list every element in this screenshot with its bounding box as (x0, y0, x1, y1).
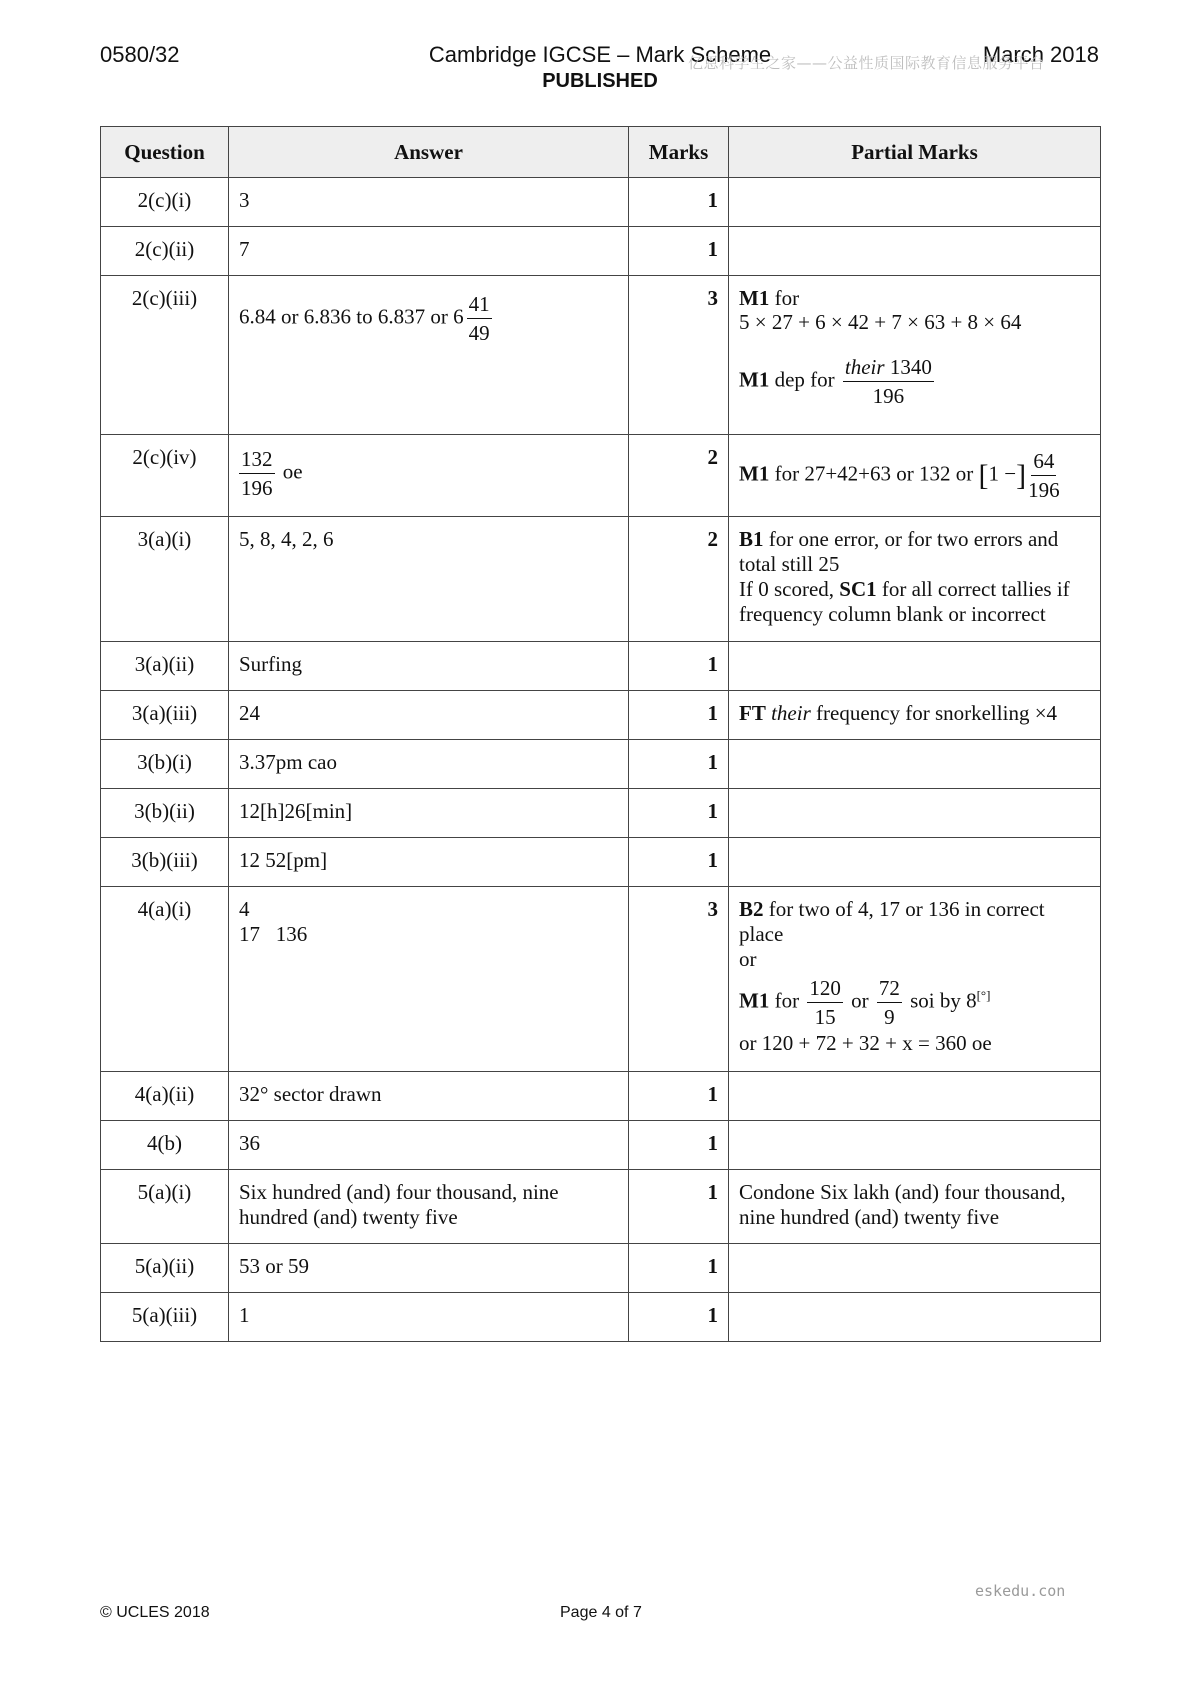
copyright: © UCLES 2018 (100, 1604, 210, 1621)
question-number: 4(a)(ii) (101, 1072, 229, 1121)
answer-text: 6.84 or 6.836 to 6.837 or (239, 304, 454, 329)
table-row (101, 517, 1101, 642)
marks-cell: 3 (629, 276, 729, 435)
fraction-numerator: 120 (807, 974, 843, 1003)
partial-marks-cell (729, 1293, 1101, 1342)
table-header-row (101, 127, 1101, 178)
answer-line: 4 (239, 897, 250, 921)
question-number: 5(a)(ii) (101, 1244, 229, 1293)
site-watermark: eskedu.con (975, 1582, 1066, 1600)
fraction-denominator: 196 (241, 476, 273, 500)
question-number: 4(b) (101, 1121, 229, 1170)
partial-text: or (739, 947, 757, 971)
page-number: Page 4 of 7 (560, 1604, 642, 1621)
partial-marks-cell (729, 887, 1101, 1072)
partial-text: total still 25 (739, 552, 840, 576)
fraction-numerator: 41 (467, 290, 492, 319)
paper-code: 0580/32 (100, 42, 180, 67)
mark-code: B1 (739, 527, 764, 551)
question-number: 2(c)(ii) (101, 227, 229, 276)
table-row (101, 276, 1101, 435)
document-title: Cambridge IGCSE – Mark Scheme (428, 42, 772, 67)
fraction (877, 974, 902, 1031)
fraction-denominator: 196 (872, 384, 905, 408)
marks-cell: 3 (629, 887, 729, 1072)
answer-cell (229, 435, 629, 517)
marks-cell: 1 (629, 1244, 729, 1293)
watermark-text: 亿恩科学生之家——公益性质国际教育信息服务平台 (688, 54, 1045, 72)
marks-cell: 2 (629, 517, 729, 642)
partial-text: soi by 8 (904, 988, 977, 1013)
partial-marks-cell (729, 227, 1101, 276)
partial-text: for 27+42+63 or 132 or (769, 461, 979, 486)
partial-marks-cell (729, 517, 1101, 642)
answer-cell: 32° sector drawn (229, 1072, 629, 1121)
partial-text: for two of 4, 17 or 136 in correct (763, 897, 1045, 921)
fraction-numerator: 132 (239, 445, 275, 474)
mark-code: M1 (739, 286, 770, 310)
partial-text: If 0 scored, (739, 577, 840, 601)
partial-marks-cell (729, 740, 1101, 789)
math-expression: 5 × 27 + 6 × 42 + 7 × 63 + 8 × 64 (739, 310, 1022, 334)
exam-date: March 2018 (982, 42, 1099, 67)
answer-suffix: oe (277, 459, 303, 484)
mark-scheme-table (100, 126, 1101, 1342)
question-number: 3(a)(ii) (101, 642, 229, 691)
question-number: 3(b)(ii) (101, 789, 229, 838)
fraction (843, 353, 934, 410)
answer-cell: 3 (229, 178, 629, 227)
partial-marks-cell (729, 178, 1101, 227)
marks-cell: 1 (629, 1121, 729, 1170)
published-label: PUBLISHED (542, 70, 658, 92)
partial-marks-cell (729, 642, 1101, 691)
question-number: 2(c)(iv) (101, 435, 229, 517)
partial-text: frequency column blank or incorrect (739, 602, 1046, 626)
partial-text: place (739, 922, 784, 946)
fraction (239, 445, 275, 502)
mark-code: M1 (739, 367, 770, 392)
fraction (467, 290, 492, 347)
table-row (101, 642, 1101, 691)
answer-cell: 12[h]26[min] (229, 789, 629, 838)
question-number: 5(a)(i) (101, 1170, 229, 1244)
answer-cell: 3.37pm cao (229, 740, 629, 789)
fraction-numerator: 64 (1031, 447, 1056, 476)
marks-cell: 1 (629, 1072, 729, 1121)
fraction-numerator: 72 (877, 974, 902, 1003)
marks-cell: 1 (629, 691, 729, 740)
fraction (807, 974, 843, 1031)
table-row (101, 1293, 1101, 1342)
mark-code: FT (739, 701, 766, 725)
marks-cell: 1 (629, 642, 729, 691)
answer-cell: 53 or 59 (229, 1244, 629, 1293)
answer-cell: Six hundred (and) four thousand, nine hundred (and) twenty five (229, 1170, 629, 1244)
table-row (101, 178, 1101, 227)
table-row (101, 1072, 1101, 1121)
question-number: 3(a)(i) (101, 517, 229, 642)
bracket-close: ] (1016, 459, 1027, 492)
table-row (101, 1121, 1101, 1170)
fraction-denominator: 15 (814, 1005, 836, 1029)
header-partial-marks: Partial Marks (729, 127, 1101, 178)
marks-cell: 2 (629, 435, 729, 517)
partial-marks-cell (729, 789, 1101, 838)
table-row (101, 691, 1101, 740)
answer-cell: 1 (229, 1293, 629, 1342)
header-answer: Answer (229, 127, 629, 178)
answer-cell (229, 887, 629, 1072)
marks-cell: 1 (629, 789, 729, 838)
answer-cell: Surfing (229, 642, 629, 691)
bracket-open: [ (978, 459, 989, 492)
question-number: 5(a)(iii) (101, 1293, 229, 1342)
mark-code: SC1 (839, 577, 877, 601)
question-number: 3(b)(iii) (101, 838, 229, 887)
marks-cell: 1 (629, 740, 729, 789)
marks-cell: 1 (629, 838, 729, 887)
partial-text: 1 − (988, 461, 1017, 486)
partial-marks-cell (729, 276, 1101, 435)
marks-cell: 1 (629, 227, 729, 276)
header-question: Question (101, 127, 229, 178)
partial-text: for (769, 286, 800, 310)
answer-cell: 12 52[pm] (229, 838, 629, 887)
marks-cell: 1 (629, 178, 729, 227)
mixed-number-whole: 6 (453, 304, 464, 329)
partial-marks-cell (729, 838, 1101, 887)
marks-cell: 1 (629, 1170, 729, 1244)
answer-cell: 24 (229, 691, 629, 740)
mark-code: M1 (739, 461, 770, 486)
table-row (101, 887, 1101, 1072)
answer-cell: 36 (229, 1121, 629, 1170)
question-number: 4(a)(i) (101, 887, 229, 1072)
table-row (101, 1244, 1101, 1293)
table-row (101, 227, 1101, 276)
fraction-denominator: 9 (884, 1005, 895, 1029)
question-number: 2(c)(iii) (101, 276, 229, 435)
table-row (101, 838, 1101, 887)
mark-code: B2 (739, 897, 764, 921)
partial-text: for all correct tallies if (876, 577, 1070, 601)
question-number: 3(a)(iii) (101, 691, 229, 740)
partial-text: dep for (769, 367, 840, 392)
partial-text: frequency for snorkelling ×4 (810, 701, 1058, 725)
partial-text: for one error, or for two errors and (763, 527, 1059, 551)
marks-cell: 1 (629, 1293, 729, 1342)
partial-marks-cell (729, 1072, 1101, 1121)
partial-text: for (769, 988, 805, 1013)
answer-cell: 5, 8, 4, 2, 6 (229, 517, 629, 642)
partial-marks-cell: Condone Six lakh (and) four thousand, nine hundred (and) twenty five (729, 1170, 1101, 1244)
table-row (101, 1170, 1101, 1244)
header-marks: Marks (629, 127, 729, 178)
answer-line: 17 136 (239, 922, 308, 946)
partial-marks-cell (729, 691, 1101, 740)
italic-their: their (771, 701, 811, 725)
fraction-numerator: 1340 (884, 355, 932, 379)
question-number: 2(c)(i) (101, 178, 229, 227)
partial-marks-cell (729, 435, 1101, 517)
italic-their: their (844, 355, 885, 379)
partial-marks-cell (729, 1121, 1101, 1170)
table-row (101, 435, 1101, 517)
table-row (101, 740, 1101, 789)
degree-bracket: [°] (976, 987, 991, 1003)
math-expression: or 120 + 72 + 32 + x = 360 oe (739, 1031, 992, 1055)
answer-cell: 7 (229, 227, 629, 276)
fraction-denominator: 49 (468, 321, 490, 345)
fraction (1026, 447, 1062, 504)
partial-marks-cell (729, 1244, 1101, 1293)
fraction-denominator: 196 (1028, 478, 1060, 502)
question-number: 3(b)(i) (101, 740, 229, 789)
partial-text: or (845, 988, 874, 1013)
mark-code: M1 (739, 988, 770, 1013)
table-row (101, 789, 1101, 838)
answer-cell (229, 276, 629, 435)
